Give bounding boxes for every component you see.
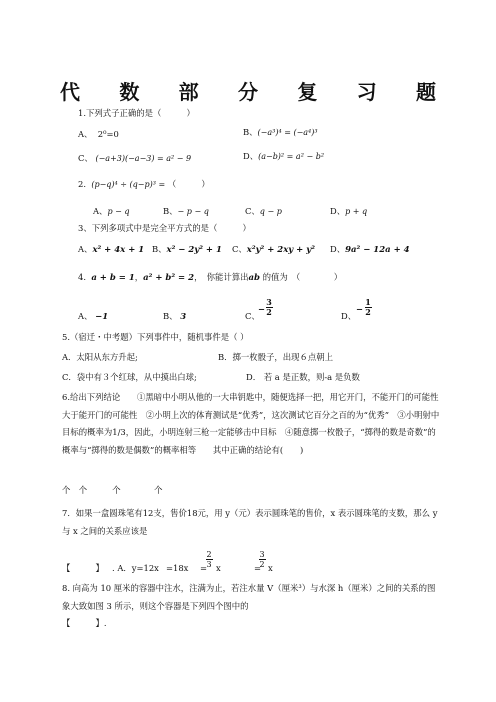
answer-paren: （ ） bbox=[167, 179, 210, 189]
q4-option-d-sign: − bbox=[356, 304, 364, 314]
option-text: 2⁰=0 bbox=[97, 129, 119, 139]
q3-stem: 3、下列多项式中是完全平方式的是（ ） bbox=[78, 223, 251, 233]
numerator: 3 bbox=[266, 297, 272, 307]
option-math: q − p bbox=[259, 207, 282, 216]
option-label: D、 bbox=[330, 244, 346, 254]
option-label: A、 bbox=[93, 206, 108, 216]
option-math: 3 bbox=[180, 312, 187, 322]
q4-stem bbox=[78, 272, 342, 284]
option-math: p − q bbox=[107, 207, 130, 216]
option-label: A、 bbox=[78, 244, 93, 254]
option-math: −1 bbox=[95, 312, 109, 322]
title-char: 部 bbox=[178, 80, 199, 104]
question-text: ， 你能计算出 bbox=[194, 272, 249, 282]
q7-option-c-var: x bbox=[216, 563, 221, 573]
q7-option-a: . A．y=12x bbox=[112, 563, 159, 573]
q6-text: 6.给出下列结论 ①黑暗中小明从他的一大串钥匙中，随便选择一把，用它开门，不能开门的可能性大于能开门的可能性 ②小明上次的体育测试是“优秀”，这次测试它百分之百的为“优秀” ③小明射中目标的概率为1/3，因此，小明连射三枪一定能够击中目标 ④随意掷一枚骰子，“掷得的数是奇数”的概率与“掷得的数是偶数”的概率相等 其中正确的结论有( ) bbox=[62, 392, 440, 455]
q7-option-b: =18x bbox=[166, 563, 189, 573]
denominator: 2 bbox=[365, 307, 371, 317]
question-math: (p−q)⁴ ÷ (q−p)³ = bbox=[91, 180, 166, 189]
q3-option-a bbox=[78, 244, 144, 256]
q1-option-b bbox=[243, 127, 318, 138]
q2-option-d bbox=[330, 206, 367, 217]
question-var: ab bbox=[248, 273, 260, 283]
q1-option-a bbox=[78, 129, 119, 140]
numerator: 1 bbox=[365, 297, 371, 307]
option-math: (a−b)² = a² − b² bbox=[258, 152, 325, 161]
q4-option-d-label: D、 bbox=[341, 311, 357, 321]
q6-options: 个 个 个 个 bbox=[62, 485, 163, 495]
title-char: 数 bbox=[119, 80, 140, 104]
title-char: 代 bbox=[60, 80, 80, 104]
q5-option-a: A．太阳从东方升起; bbox=[62, 352, 138, 362]
q4-option-c-fraction bbox=[264, 298, 274, 317]
q3-option-d bbox=[330, 244, 410, 256]
q5-stem: 5.（宿迁・中考题）下列事件中，随机事件是（ ） bbox=[62, 332, 249, 342]
q2-option-a bbox=[93, 206, 129, 217]
q7-option-d-var: x bbox=[268, 563, 273, 573]
q3-option-b bbox=[152, 244, 222, 256]
title-char: 复 bbox=[297, 80, 318, 104]
q7-option-d-eq: = bbox=[254, 563, 262, 573]
q5-option-d: D． 若 a 是正数，则-a 是负数 bbox=[246, 372, 360, 382]
title-char: 分 bbox=[237, 80, 258, 104]
option-label: C、 bbox=[232, 244, 247, 254]
q7-bracket: 【 】 bbox=[62, 563, 104, 573]
option-label: B、 bbox=[152, 244, 167, 254]
q7-option-d-fraction bbox=[257, 550, 267, 569]
denominator: 3 bbox=[206, 560, 212, 569]
question-math: a² + b² = 2 bbox=[143, 273, 195, 283]
option-math: x² − 2y² + 1 bbox=[166, 245, 222, 255]
option-label: C、 bbox=[245, 206, 260, 216]
q5-option-b: B．掷一枚骰子，出现６点朝上 bbox=[218, 352, 334, 362]
q2-stem bbox=[78, 179, 210, 190]
q7-text: 7．如果一盒圆珠笔有12支，售价18元，用 y（元）表示圆珠笔的售价，x 表示圆珠笔的支数，那么 y 与 x 之间的关系应该是 bbox=[62, 508, 438, 536]
option-math: x²y² + 2xy + y² bbox=[246, 245, 315, 255]
option-math: 9a² − 12a + 4 bbox=[345, 245, 410, 255]
q4-option-c-label: C、 bbox=[245, 311, 260, 321]
q1-option-d bbox=[243, 151, 324, 162]
question-text: 的值为 （ ） bbox=[262, 272, 343, 282]
separator: ， bbox=[134, 272, 144, 282]
option-label: B、 bbox=[163, 311, 178, 321]
option-label: A、 bbox=[78, 311, 93, 321]
option-math: (−a³)⁴ = (−a⁴)³ bbox=[257, 128, 318, 137]
option-label: A、 bbox=[78, 129, 93, 139]
option-label: B、 bbox=[243, 127, 258, 137]
q4-option-b bbox=[163, 311, 186, 323]
option-label: D、 bbox=[243, 151, 259, 161]
q2-option-b bbox=[163, 206, 209, 217]
q5-option-c: C．袋中有３个红球，从中摸出白球; bbox=[62, 372, 197, 382]
numerator: 2 bbox=[206, 550, 212, 559]
page-title bbox=[60, 76, 436, 105]
denominator: 2 bbox=[259, 560, 265, 569]
option-label: B、 bbox=[163, 206, 178, 216]
option-math: − p − q bbox=[177, 207, 209, 216]
q2-option-c bbox=[245, 206, 282, 217]
option-math: p + q bbox=[345, 207, 368, 216]
question-math: a + b = 1 bbox=[91, 273, 135, 283]
q4-option-a bbox=[78, 311, 108, 323]
q7-option-c-fraction bbox=[204, 550, 214, 569]
title-char: 题 bbox=[415, 80, 436, 104]
q8-text: 8. 向高为 10 厘米的容器中注水，注满为止，若注水量 V（厘米³）与水深 h（厘米）之间的关系的图象大致如图 3 所示，则这个容器是下列四个图中的 bbox=[62, 583, 436, 611]
q3-option-c bbox=[232, 244, 315, 256]
option-label: D、 bbox=[330, 206, 346, 216]
q4-option-d-fraction bbox=[363, 298, 373, 317]
option-math: (−a+3)(−a−3) = a² − 9 bbox=[95, 154, 192, 163]
title-char: 习 bbox=[356, 80, 377, 104]
question-number: 4. bbox=[78, 272, 86, 282]
denominator: 2 bbox=[266, 307, 272, 317]
question-number: 2. bbox=[78, 179, 86, 189]
q4-option-c-sign: − bbox=[258, 304, 266, 314]
q1-stem: 1.下列式子正确的是（ ） bbox=[78, 108, 195, 118]
numerator: 3 bbox=[259, 550, 265, 559]
q1-option-c bbox=[78, 153, 191, 164]
option-math: x² + 4x + 1 bbox=[92, 245, 145, 255]
option-label: C、 bbox=[78, 153, 93, 163]
q7-option-c-eq: = bbox=[200, 563, 208, 573]
q8-bracket: 【 】. bbox=[62, 618, 107, 628]
